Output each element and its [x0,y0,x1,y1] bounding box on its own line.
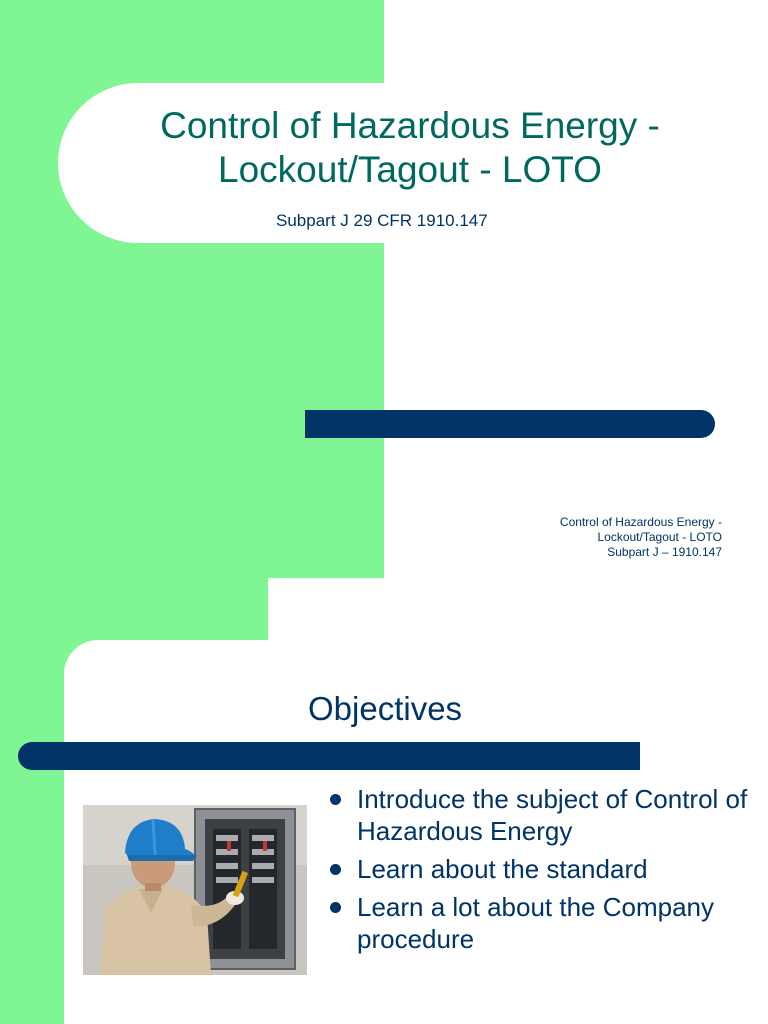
objectives-list [328,783,748,961]
slide-title-line-2: Lockout/Tagout - LOTO [218,149,602,190]
list-item [328,853,748,885]
navy-divider-bar [305,410,715,438]
slide-title-line-1: Control of Hazardous Energy - [160,105,660,146]
worker-photo [83,805,307,975]
footer-note [560,515,722,560]
bullet-icon [330,864,341,875]
list-item-text: Introduce the subject of Control of Hazardous Energy [357,784,748,846]
navy-divider-bar [18,742,640,770]
slide-2 [0,578,768,1024]
list-item [328,783,748,847]
bullet-icon [330,902,341,913]
list-item-text: Learn about the standard [357,854,648,884]
footer-note-line-3: Subpart J – 1910.147 [607,545,722,559]
slide-subtitle: Subpart J 29 CFR 1910.147 [276,211,488,230]
footer-note-line-2: Lockout/Tagout - LOTO [597,530,722,544]
list-item [328,891,748,955]
slide-title: Objectives [308,690,463,727]
bullet-icon [330,794,341,805]
footer-note-line-1: Control of Hazardous Energy - [559,515,722,529]
slide-title [60,104,760,192]
list-item-text: Learn a lot about the Company procedure [357,892,715,954]
